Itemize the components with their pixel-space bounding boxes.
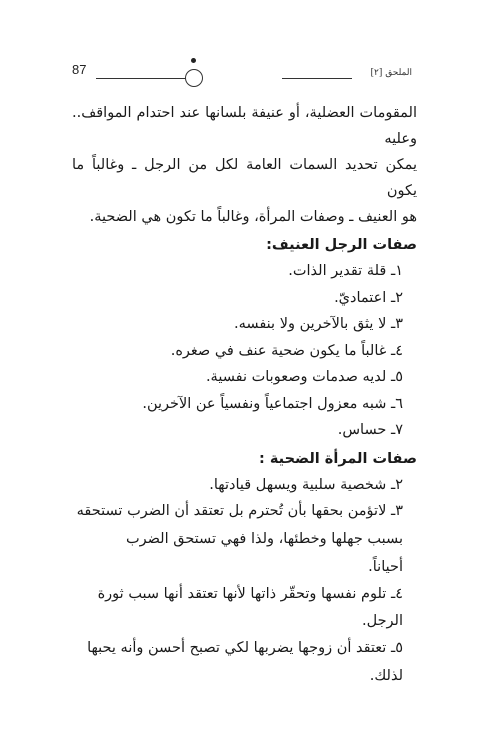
- page-number: 87: [72, 62, 87, 77]
- header-ornament-circle: [185, 69, 203, 87]
- intro-line: يمكن تحديد السمات العامة لكل من الرجل ـ وغالباً ما يكون: [72, 157, 417, 199]
- list-item: ٢ـ اعتماديّ.: [334, 289, 403, 306]
- list-item-line: ٣ـ لاتؤمن بحقها بأن تُحترم بل تعتقد أن الضرب تستحقه: [76, 503, 403, 519]
- list-item: ٣ـ لا يثق بالآخرين ولا بنفسه.: [234, 316, 403, 332]
- list-item-continuation: الرجل.: [361, 613, 403, 629]
- list-item: [72, 581, 417, 636]
- violent-man-list: [72, 258, 417, 444]
- list-item-continuation: أحياناً.: [368, 558, 403, 575]
- intro-line: المقومات العضلية، أو عنيفة بلسانها عند احتدام المواقف.. وعليه: [72, 105, 417, 147]
- page-body: [72, 100, 417, 690]
- running-head: الملحق [٢]: [370, 68, 412, 78]
- list-item: ٧ـ حساس.: [337, 422, 403, 438]
- victim-woman-heading: صفات المرأة الضحية :: [259, 450, 417, 467]
- list-item: [72, 498, 417, 581]
- list-item-continuation: لذلك.: [369, 667, 403, 684]
- list-item-line: ٥ـ تعتقد أن زوجها يضربها لكي تصبح أحسن وأنه يحبها: [87, 640, 403, 656]
- list-item: ١ـ قلة تقدير الذات.: [288, 263, 403, 279]
- intro-paragraph: [72, 100, 417, 230]
- list-item-line: ٢ـ شخصية سلبية ويسهل قيادتها.: [209, 476, 403, 493]
- intro-line: هو العنيف ـ وصفات المرأة، وغالباً ما تكون هي الضحية.: [89, 209, 417, 225]
- header-ornament-dot: [191, 58, 196, 63]
- violent-man-heading: صفات الرجل العنيف:: [266, 237, 417, 253]
- list-item: ٦ـ شبه معزول اجتماعياً ونفسياً عن الآخرين.: [142, 395, 403, 412]
- header-rule-right: [282, 78, 352, 79]
- list-item: ٤ـ غالباً ما يكون ضحية عنف في صغره.: [170, 342, 403, 359]
- list-item-line: ٤ـ تلوم نفسها وتحقّر ذاتها لأنها تعتقد أنها سبب ثورة: [97, 585, 403, 602]
- header-rule-left: [96, 78, 196, 79]
- victim-woman-list: [72, 472, 417, 690]
- list-item-continuation: بسبب جهلها وخطئها، ولذا فهي تستحق الضرب: [125, 530, 403, 547]
- list-item: [72, 472, 417, 499]
- list-item: ٥ـ لديه صدمات وصعوبات نفسية.: [205, 369, 403, 385]
- list-item: [72, 635, 417, 690]
- page-header: [72, 56, 412, 86]
